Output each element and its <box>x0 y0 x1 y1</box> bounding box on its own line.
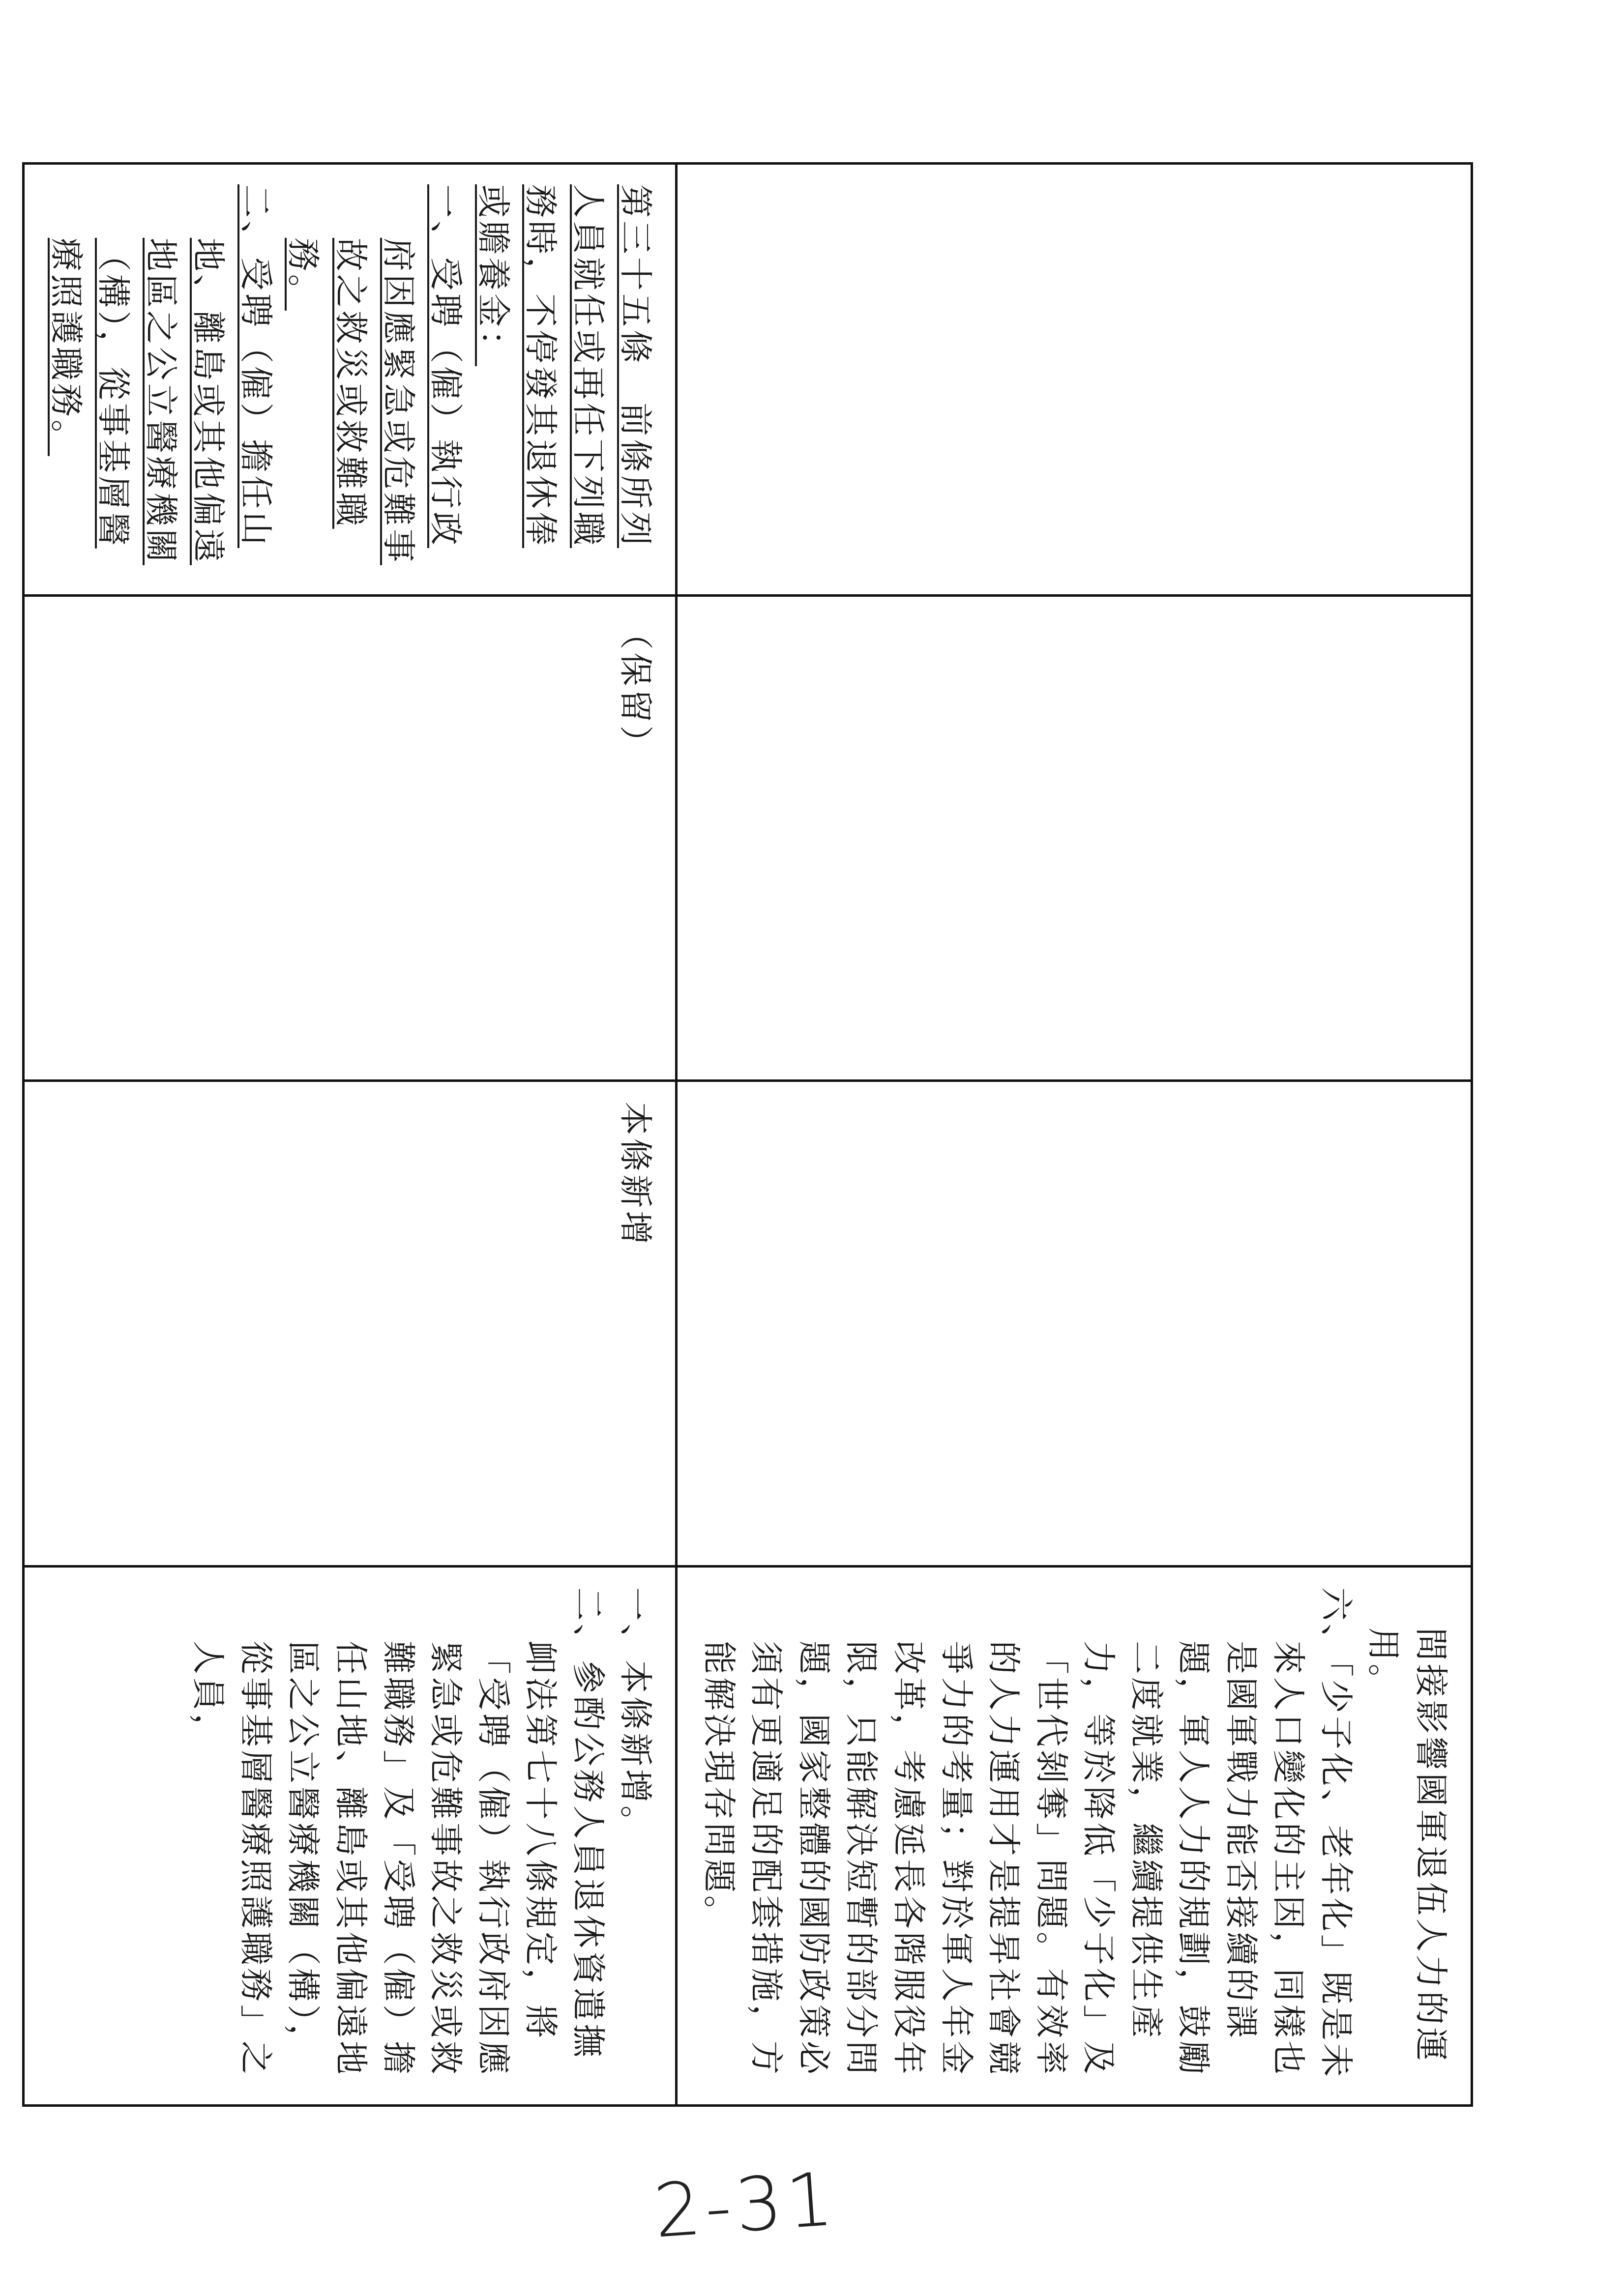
note-cell <box>24 1081 677 1567</box>
explanation-line: 一、本條新增。 <box>616 1587 655 1842</box>
article-heading: 第三十五條 前條所列人員就任或再任下列職務時，不停發其退休俸或贍養金： <box>473 184 655 549</box>
explanation-cell <box>24 1567 677 2106</box>
proposed-article-cell <box>24 164 677 596</box>
article-item: 二、受聘（僱）擔任山地、離島或其他偏遠地區之公立醫療機關（構），從事基層醫療照護職務。 <box>46 184 275 565</box>
table-row <box>24 164 677 2106</box>
explanation-line: 間接影響國軍退伍人力的運用。 <box>1363 1627 1450 2064</box>
comparison-table <box>22 162 1473 2107</box>
article-item: 一、受聘（僱）執行政府因應緊急或危難事故之救災或救難職務。 <box>283 184 465 565</box>
proposed-article-cell <box>677 164 1472 596</box>
explanation-cell <box>677 1567 1472 2106</box>
note-text: 本條新增 <box>616 1102 655 1248</box>
table-row <box>677 164 1472 2106</box>
current-article-cell <box>24 595 677 1081</box>
note-cell <box>677 1081 1472 1567</box>
current-article-text: （保留） <box>616 616 655 762</box>
document-sheet <box>46 162 1473 2107</box>
page-number: 2-31 <box>651 2156 840 2255</box>
explanation-line: 二、參酌公務人員退休資遣撫卹法第七十八條規定，將「受聘（僱）執行政府因應緊急或危難事故之救災或救難職務」及「受聘（僱）擔任山地、離島或其他偏遠地區之公立醫療機關（構），從事基層醫療照護職務」之人員， <box>188 1587 607 2077</box>
explanation-line: 六、「少子化、老年化」既是未來人口變化的主因，同樣也是國軍戰力能否接續的課題，軍人人力的規劃，鼓勵二度就業，繼續提供生產力，等於降低「少子化」及「世代剝奪」問題。有效率的人力運用才是提昇社會競爭力的考量；對於軍人年金改革，考慮延長各階服役年限，只能解決短暫的部分問題，國家整體的國防政策必須有更適足的配套措施，方能解決現存問題。 <box>699 1587 1355 2080</box>
current-article-cell <box>677 595 1472 1081</box>
